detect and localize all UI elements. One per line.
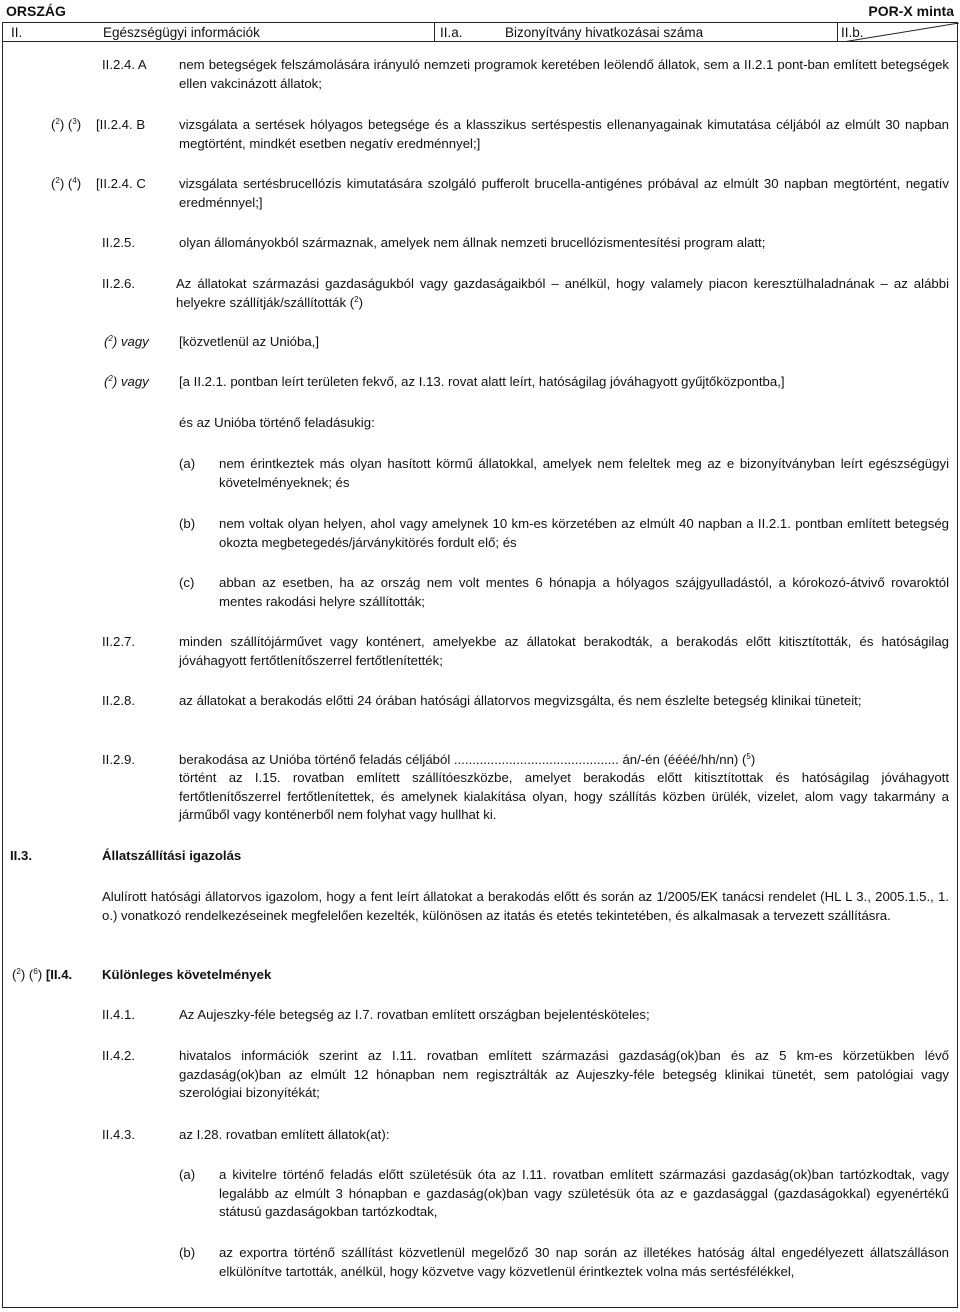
section-title: Különleges követelmények: [102, 967, 272, 982]
item-text: Az állatokat származási gazdaságukból vagy gazdaságaikból – anélkül, hogy valamely piacon keresztülhaladnának – az alábbi helyekre szállítják/szállították ($^2$): [176, 276, 949, 310]
sub-item-text: a kivitelre történő feladás előtt születésük óta az I.11. rovatban említett származási gazdaság(ok)ban tartózkodtak, vagy legalább az elmúlt 3 hónapban e gazdaság(ok)ban vagy születésük óta az e gazdasággal (gazdaságokkal) egyenértékű státusú gazdaságokban tartózkodtak,: [219, 1167, 949, 1219]
footnote-refs: ($^2$) ($^6$) [II.4.: [12, 967, 73, 982]
item-id: II.2.6.: [102, 276, 135, 291]
item-id: II.2.4. A: [102, 57, 147, 72]
sub-item-text: nem voltak olyan helyen, ahol vagy amelynek 10 km-es körzetében az elmúlt 40 napban a II.2.1. pontban említett betegség okozta megbetegedés/járványkitörés fordult elő; és: [219, 516, 949, 550]
country-label: ORSZÁG: [6, 3, 66, 19]
option-label: ($^2$) vagy: [104, 374, 149, 389]
item-text: minden szállítójárművet vagy konténert, amelyekbe az állatokat berakodták, a berakodás előtt kitisztították, és hatóságilag jóváhagyott fertőtlenítőszerrel fertőtlenítették;: [179, 634, 949, 668]
sub-item-text: abban az esetben, ha az ország nem volt mentes 6 hónapja a hólyagos szájgyulladástól, a kórokozó-átvivő rovaroktól mentes rakodási helyre szállították;: [219, 575, 949, 609]
item-id: II.4.3.: [102, 1127, 135, 1142]
item-text: Az Aujeszky-féle betegség az I.7. rovatban említett országban bejelentésköteles;: [179, 1007, 650, 1022]
item-id: II.4.2.: [102, 1048, 135, 1063]
footnote-refs: ($^2$) ($^3$): [51, 117, 82, 132]
item-text: olyan állományokból származnak, amelyek nem állnak nemzeti brucellózismentesítési program alatt;: [179, 235, 766, 250]
sub-item-id: (c): [179, 575, 195, 590]
header-divider: [837, 23, 838, 41]
item-text: az állatokat a berakodás előtti 24 órában hatósági állatorvos megvizsgálta, és nem észlelte betegség klinikai tüneteit;: [179, 693, 862, 708]
header-diagonal-line: [843, 23, 959, 42]
item-text: vizsgálata sertésbrucellózis kimutatására szolgáló pufferolt brucella-antigénes próbával az elmúlt 30 napban megtörtént, negatív eredménnyel;]: [179, 176, 949, 210]
sub-item-id: (b): [179, 516, 196, 531]
header-section: II.: [11, 25, 23, 40]
header-sub-id: II.b.: [841, 25, 864, 40]
page-frame: [2, 42, 958, 1308]
sub-item-id: (b): [179, 1245, 196, 1260]
page-header: [6, 1, 954, 21]
item-text: hivatalos információk szerint az I.11. rovatban említett származási gazdaság(ok)ban és az 5 km-es körzetükben lévő gazdaság(ok)ban az elmúlt 12 hónapban nem regisztrálták az Aujeszky-féle betegség klinikai tünetét, sem patológiai vagy szerológiai bizonyítékát;: [179, 1048, 949, 1100]
item-text: berakodása az Unióba történő feladás céljából ............................................. án/-én (éééé/hh/nn) ($^5$): [179, 752, 756, 767]
header-ref-label: Bizonyítvány hivatkozásai száma: [505, 25, 704, 40]
sub-item-text: nem érintkeztek más olyan hasított körmű állatokkal, amelyek nem feleltek meg az e bizonyítványban leírt egészségügyi követelményeknek; és: [219, 456, 949, 490]
item-id: [II.2.4. B: [96, 117, 146, 132]
section-text: Alulírott hatósági állatorvos igazolom, hogy a fent leírt állatokat a berakodás előtt és során az 1/2005/EK tanácsi rendelet (HL L 3., 2005.1.5., 1. o.) vonatkozó rendelkezéseinek megfelelően kezelték, különösen az itatás és etetés tekintetében, és alkalmasak a tervezett szállításra.: [102, 889, 949, 923]
option-text: [közvetlenül az Unióba,]: [179, 334, 320, 349]
header-ref-id: II.a.: [440, 25, 463, 40]
item-text: vizsgálata a sertések hólyagos betegsége és a klasszikus sertéspestis ellenanyagainak kimutatása céljából az elmúlt 30 napban megtörtént, mindkét esetben negatív eredménnyel;]: [179, 117, 949, 151]
option-text: [a II.2.1. pontban leírt területen fekvő, az I.13. rovat alatt leírt, hatóságilag jóváhagyott gyűjtőközpontba,]: [179, 374, 785, 389]
header-divider: [434, 23, 435, 41]
item-id: II.2.7.: [102, 634, 135, 649]
item-text-cont: történt az I.15. rovatban említett szállítóeszközbe, amelyet berakodás előtt kitisztítottak és hatóságilag jóváhagyott fertőtlenítőszerrel fertőtlenítettek, és amelynek kialakítása olyan, hogy szállítás közben ürülék, vizelet, alom vagy takarmány a járműből vagy konténerből nem folyhat vagy hullhat ki.: [179, 770, 949, 822]
item-id: II.2.8.: [102, 693, 135, 708]
header-row: [2, 22, 958, 42]
item-text: nem betegségek felszámolására irányuló nemzeti programok keretében leölendő állatok, sem a II.2.1 pont-ban említett betegségek ellen vakcinázott állatok;: [179, 57, 949, 91]
header-title: Egészségügyi információk: [103, 25, 260, 40]
model-label: POR-X minta: [868, 3, 954, 19]
item-text: az I.28. rovatban említett állatok(at):: [179, 1127, 390, 1142]
sub-item-id: (a): [179, 1167, 196, 1182]
item-id: II.4.1.: [102, 1007, 135, 1022]
section-id: II.3.: [10, 848, 32, 863]
footnote-refs: ($^2$) ($^4$): [51, 176, 82, 191]
option-label: ($^2$) vagy: [104, 334, 149, 349]
sub-item-id: (a): [179, 456, 196, 471]
item-id: II.2.9.: [102, 752, 135, 767]
sub-item-text: az exportra történő szállítást közvetlenül megelőző 30 nap során az illetékes hatóság által engedélyezett állatszálláson elkülönítve tartották, anélkül, hogy közvetve vagy közvetlenül érintkeztek volna más sertésfélékkel,: [219, 1245, 949, 1279]
item-id: [II.2.4. C: [96, 176, 146, 191]
item-id: II.2.5.: [102, 235, 135, 250]
section-title: Állatszállítási igazolás: [102, 848, 242, 863]
intro-text: és az Unióba történő feladásukig:: [179, 415, 375, 430]
